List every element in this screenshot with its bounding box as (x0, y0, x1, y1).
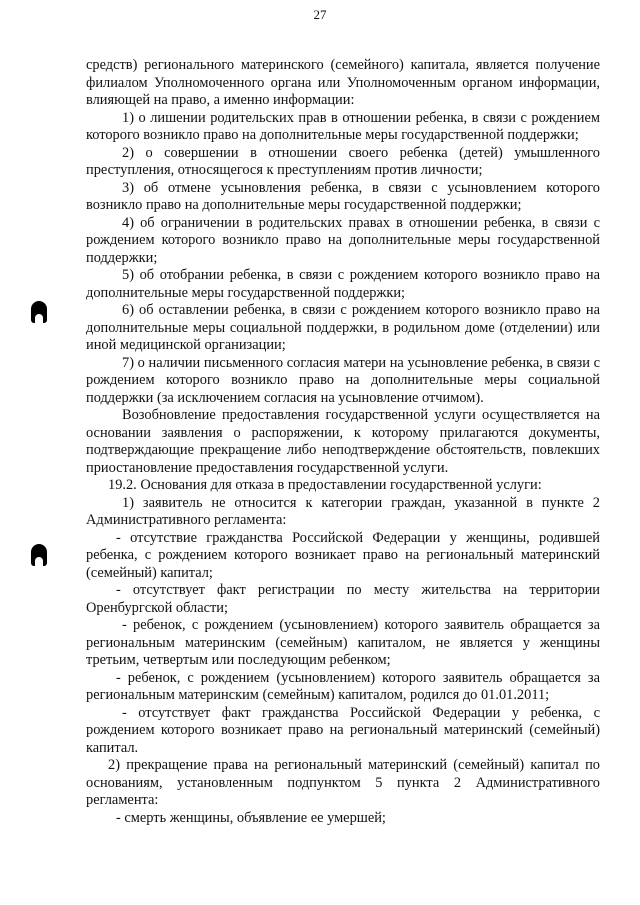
list-item-7-consent: 7) о наличии письменного согласия матери на усыновление ребенка, в связи с рождением которого возникло право на дополнительные меры социальной поддержки (за исключением согласия на усыновление отчимом). (86, 354, 600, 406)
dash-item-no-registration: - отсутствует факт регистрации по месту жительства на территории Оренбургской области; (86, 582, 600, 616)
dash-item-no-citizenship-child: - отсутствует факт гражданства Российской Федерации у ребенка, с рождением которого возникает право на региональный материнский (семейный) капитал. (86, 704, 600, 756)
dash-item-birth-date: - ребенок, с рождением (усыновлением) которого заявитель обращается за региональным материнским (семейным) капиталом, родился до 01.01.2011; (86, 669, 600, 703)
list-item-5-removal: 5) об отобрании ребенка, в связи с рождением которого возникло право на дополнительные меры государственной поддержки; (86, 267, 600, 301)
paragraph-intro: средств) регионального материнского (семейного) капитала, является получение филиалом Уполномоченного органа или Уполномоченным органом информации, влияющей на право, а именно информации: (86, 57, 600, 108)
list-item-refusal-1: 1) заявитель не относится к категории граждан, указанной в пункте 2 Административного регламента: (86, 494, 600, 528)
punch-hole-mark-top (31, 301, 47, 323)
list-item-1-deprivation: 1) о лишении родительских прав в отношении ребенка, в связи с рождением которого возникло право на дополнительные меры государственной поддержки; (86, 109, 600, 143)
punch-hole-mark-bottom (31, 544, 47, 566)
list-item-4-restriction: 4) об ограничении в родительских правах в отношении ребенка, в связи с рождением которого возникло право на дополнительные меры государственной поддержки; (86, 214, 600, 266)
page-number: 27 (313, 7, 327, 22)
section-heading-19-2: 19.2. Основания для отказа в предоставлении государственной услуги: (108, 477, 542, 493)
document-body (86, 57, 600, 827)
dash-item-child-order: - ребенок, с рождением (усыновлением) которого заявитель обращается за региональным материнским (семейным) капиталом, не является у женщины третьим, четвертым или последующим ребенком; (86, 617, 600, 668)
list-item-3-adoption-cancel: 3) об отмене усыновления ребенка, в связи с усыновлением которого возникло право на дополнительные меры государственной поддержки; (86, 179, 600, 213)
list-item-6-abandonment: 6) об оставлении ребенка, в связи с рождением которого возникло право на дополнительные меры социальной поддержки, в родильном доме (отделении) или иной медицинской организации; (86, 302, 600, 353)
paragraph-resumption: Возобновление предоставления государственной услуги осуществляется на основании заявления о распоряжении, к которому прилагаются документы, подтверждающие прекращение либо неподтверждение обстоятельств, повлекших приостановление предоставления государственной услуги. (86, 407, 600, 476)
list-item-refusal-2: 2) прекращение права на региональный материнский (семейный) капитал по основаниям, установленным подпунктом 5 пункта 2 Административного регламента: (86, 757, 600, 808)
dash-item-no-citizenship-mother: - отсутствие гражданства Российской Федерации у женщины, родившей ребенка, с рождением которого возникает право на региональный материнский (семейный) капитал; (86, 529, 600, 581)
dash-item-death: - смерть женщины, объявление ее умершей; (116, 809, 386, 826)
list-item-2-crime: 2) о совершении в отношении своего ребенка (детей) умышленного преступления, относящегося к преступлениям против личности; (86, 144, 600, 178)
